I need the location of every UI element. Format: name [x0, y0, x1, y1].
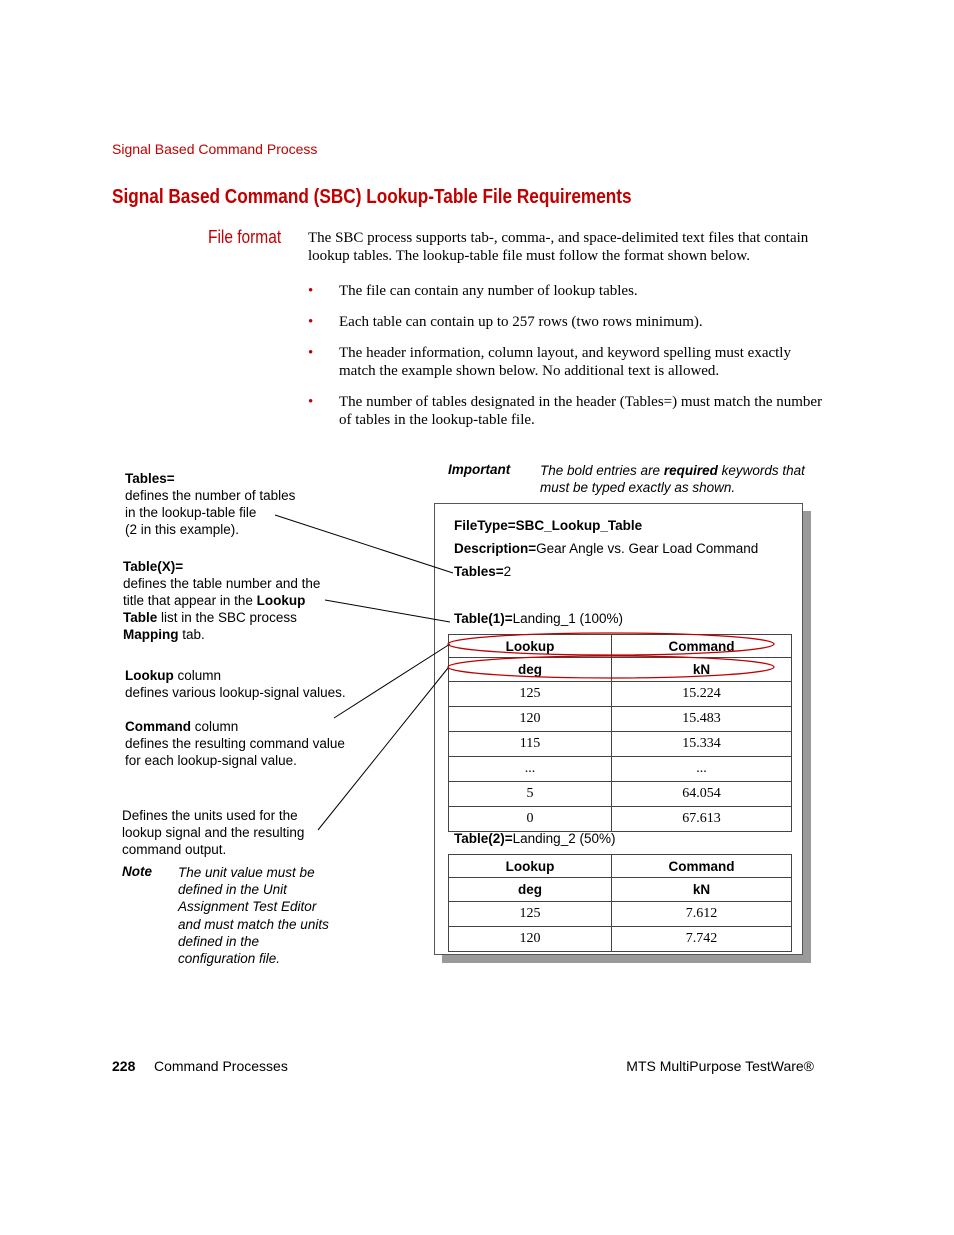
breadcrumb: Signal Based Command Process — [112, 141, 318, 157]
table2-title: Table(2)=Landing_2 (50%) — [454, 831, 616, 846]
side-heading: File format — [208, 227, 282, 247]
annotation-command-column: Command column defines the resulting command value for each lookup-signal value. — [125, 719, 345, 768]
table-row: 115 15.334 — [449, 732, 792, 757]
footer-product: MTS MultiPurpose TestWare® — [626, 1058, 814, 1074]
bullet-icon: • — [308, 345, 314, 361]
table-header-row: Lookup Command — [449, 635, 792, 658]
table-row: ... ... — [449, 757, 792, 782]
section-title: Signal Based Command (SBC) Lookup-Table File Requirements — [112, 186, 632, 208]
intro-paragraph: The SBC process supports tab-, comma-, and space-delimited text files that contain lookup tables. The lookup-table file must follow the format shown below. — [308, 230, 809, 264]
callout-line-tables — [275, 515, 453, 573]
bullet-icon: • — [308, 394, 314, 410]
annotation-tables: Tables= defines the number of tables in the lookup-table file (2 in this example). — [125, 471, 296, 537]
list-item: • Each table can contain up to 257 rows (two rows minimum). — [308, 314, 703, 330]
annotation-lookup-column: Lookup column defines various lookup-signal values. — [125, 668, 346, 700]
note-label: Note — [122, 864, 152, 879]
callout-line-units — [318, 668, 448, 830]
tables-line: Tables=2 — [454, 564, 512, 579]
list-item: • The file can contain any number of lookup tables. — [308, 283, 638, 299]
description-line: Description=Gear Angle vs. Gear Load Command — [454, 541, 759, 556]
important-text: The bold entries are required keywords that must be typed exactly as shown. — [540, 463, 805, 495]
table-row: 125 7.612 — [449, 902, 792, 927]
note-text: The unit value must be defined in the Unit Assignment Test Editor and must match the units defined in the configuration file. — [178, 865, 329, 967]
units-highlight-ellipse — [448, 656, 774, 678]
header-highlight-ellipse — [448, 633, 774, 655]
table-units-row: deg kN — [449, 658, 792, 682]
table-header-row: Lookup Command — [449, 855, 792, 878]
table-row: 125 15.224 — [449, 682, 792, 707]
table-row: 0 67.613 — [449, 807, 792, 832]
important-label: Important — [448, 462, 511, 477]
bullet-icon: • — [308, 283, 314, 299]
list-item: • The number of tables designated in the header (Tables=) must match the number of tables in the lookup-table file. — [308, 394, 823, 428]
table1-title: Table(1)=Landing_1 (100%) — [454, 611, 623, 626]
filetype-line: FileType=SBC_Lookup_Table — [454, 518, 643, 533]
annotation-table-x: Table(X)= defines the table number and the title that appear in the Lookup Table list in the SBC process Mapping tab. — [123, 559, 321, 642]
footer-chapter: Command Processes — [154, 1058, 288, 1074]
table-row: 120 15.483 — [449, 707, 792, 732]
table-units-row: deg kN — [449, 878, 792, 902]
list-item: • The header information, column layout, and keyword spelling must exactly match the example shown below. No additional text is allowed. — [308, 345, 791, 379]
bullet-icon: • — [308, 314, 314, 330]
callout-line-table-x — [325, 600, 450, 622]
callout-line-lookup — [334, 644, 450, 718]
page-number: 228 — [112, 1058, 136, 1074]
annotation-units: Defines the units used for the lookup signal and the resulting command output. — [122, 808, 305, 857]
table-row: 120 7.742 — [449, 927, 792, 952]
table-row: 5 64.054 — [449, 782, 792, 807]
